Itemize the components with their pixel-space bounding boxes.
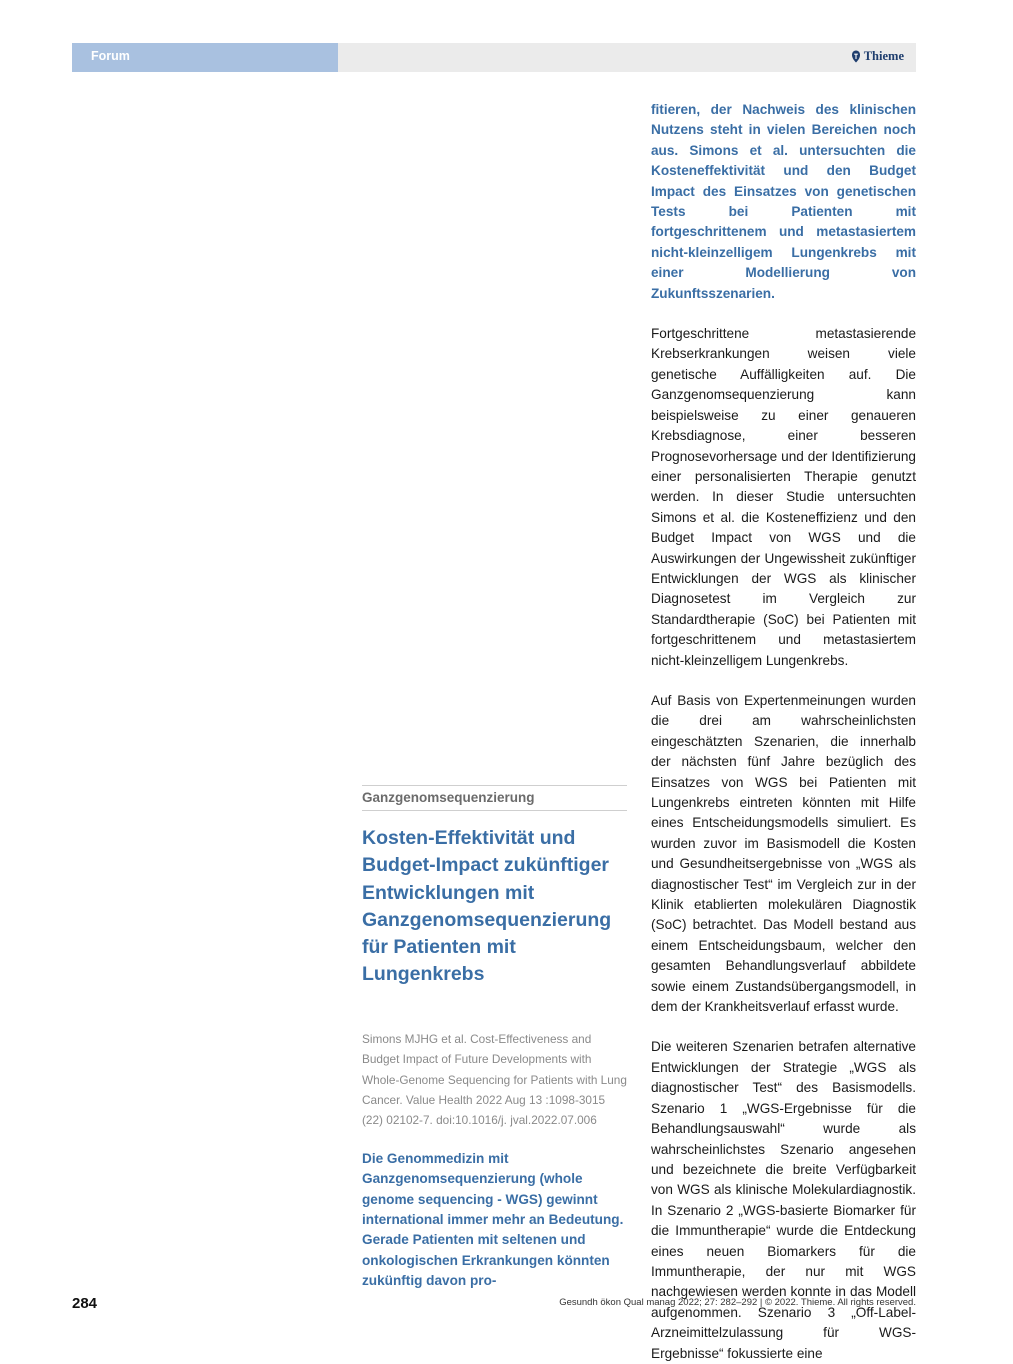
- publisher-logo: [851, 49, 904, 64]
- article-intro-column: [362, 785, 627, 1292]
- abstract-intro: Die Genommedizin mit Ganzgenomsequenzierung (whole genome sequencing - WGS) gewinnt international immer mehr an Bedeutung. Gerade Patienten mit seltenen und onkologischen Erkrankungen könnten zukünftig davon pro-: [362, 1150, 624, 1289]
- body-paragraph: Auf Basis von Expertenmeinungen wurden die drei am wahrscheinlichsten eingeschätzten Szenarien, die innerhalb der nächsten fünf Jahre bezüglich des Einsatzes von WGS bei Patienten mit Lungenkrebs eintreten könnten mit Hilfe eines Entscheidungsmodells simuliert. Es wurden zuvor im Basismodell die Kosten und Gesundheitsergebnisse von „WGS als diagnostischer Test“ im Vergleich zur in der Klinik etablierten molekulären Diagnostik (SoC) betrachtet. Das Modell bestand aus einem Entscheidungsbaum, welcher den gesamten Behandlungsverlauf abbildete sowie einem Zustandsübergangsmodell, in dem der Krankheitsverlauf erfasst wurde.: [651, 692, 916, 1015]
- article-body-column: [651, 100, 916, 1364]
- body-paragraph: Die weiteren Szenarien betrafen alternative Entwicklungen der Strategie „WGS als diagnostischer Test“ des Basismodells. Szenario 1 „WGS-Ergebnisse für die Behandlungsauswahl“ wurde als wahrscheinlichstes Szenario angesehen und bezeichnete die breite Verfügbarkeit von WGS als klinische Molekulardiagnostik. In Szenario 2 „WGS-basierte Biomarker für die Immuntherapie“ wurde die Entdeckung eines neuen Biomarkers für die Immuntherapie, der nur mit WGS nachgewiesen werden konnte in das Modell aufgenommen. Szenario 3 „Off-Label-Arzneimittelzulassung für WGS-Ergebnisse“ fokussierte eine: [651, 1039, 916, 1361]
- abstract-continuation: fitieren, der Nachweis des klinischen Nutzens steht in vielen Bereichen noch aus. Simons et al. untersuchten die Kosteneffektivität und den Budget Impact des Einsatzes von genetischen Tests bei Patienten mit fortgeschrittenem und metastasiertem nicht-kleinzelligem Lungenkrebs mit einer Modellierung von Zukunftsszenarien.: [651, 102, 916, 301]
- article-title: Kosten-Effektivität und Budget-Impact zukünftiger Entwicklungen mit Ganzgenomsequenzierung für Patienten mit Lungenkrebs: [362, 827, 612, 986]
- thieme-emblem-icon: [851, 50, 861, 63]
- section-label: Forum: [91, 49, 130, 63]
- body-paragraph: Fortgeschrittene metastasierende Krebserkrankungen weisen viele genetische Auffälligkeiten auf. Die Ganzgenomsequenzierung kann beispielsweise zu einer genaueren Krebsdiagnose, einer besseren Prognosevorhersage und der Identifizierung einer personalisierten Therapie genutzt werden. In dieser Studie untersuchten Simons et al. die Kosteneffizienz und den Budget Impact von WGS und die Auswirkungen der Ungewissheit zukünftiger Entwicklungen der WGS als klinischer Diagnosetest im Vergleich zur Standardtherapie (SoC) bei Patienten mit fortgeschrittenem und metastasiertem nicht-kleinzelligem Lungenkrebs.: [651, 326, 916, 668]
- topic-bottom-divider: [362, 810, 627, 811]
- section-header-bar: [72, 43, 338, 72]
- page-number: 284: [72, 1295, 98, 1312]
- article-citation: Simons MJHG et al. Cost-Effectiveness and Budget Impact of Future Developments with Whole-Genome Sequencing for Patients with Lung Cancer. Value Health 2022 Aug 13 :1098-3015 (22) 02102-7. doi:10.1016/j. jval.2022.07.006: [362, 1031, 627, 1128]
- publisher-name: Thieme: [863, 49, 904, 63]
- publisher-header-bar: [338, 43, 916, 72]
- article-topic: Ganzgenomsequenzierung: [362, 790, 535, 805]
- journal-reference: Gesundh ökon Qual manag 2022; 27: 282–292 | © 2022. Thieme. All rights reserved.: [559, 1297, 916, 1308]
